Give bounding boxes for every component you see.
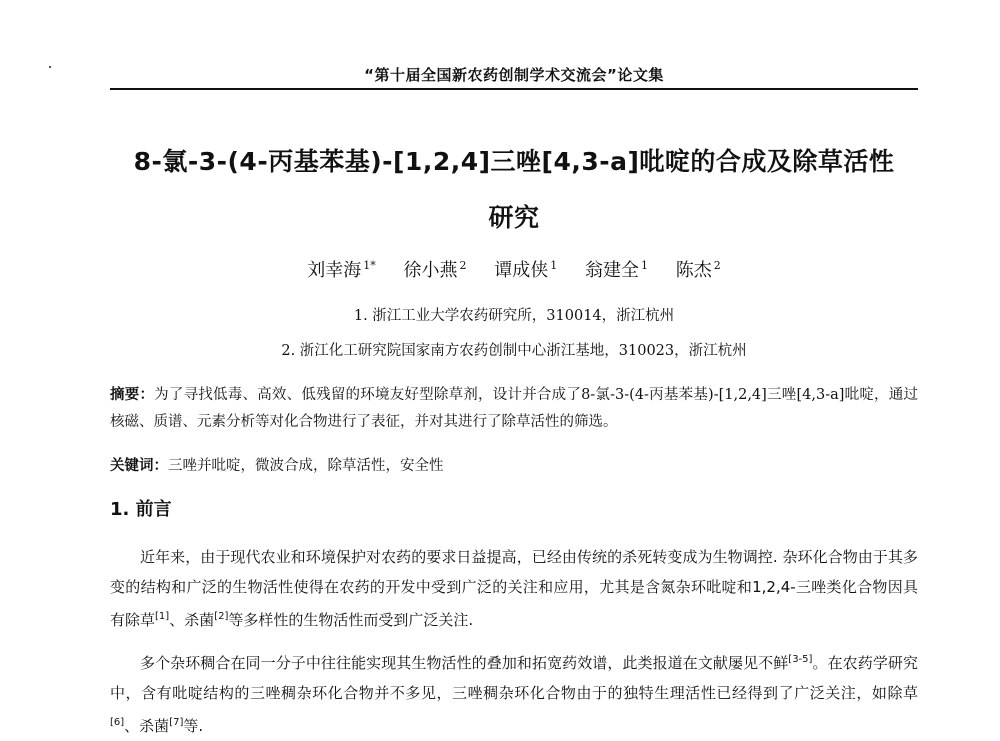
paragraph-1 (110, 542, 918, 635)
abstract-label: 摘要： (110, 387, 155, 403)
paper-title-line-1: 8-氯-3-(4-丙基苯基)-[1,2,4]三唑[4,3-a]吡啶的合成及除草活性 (133, 147, 895, 176)
citation: [1] (155, 611, 170, 622)
affiliation-2: 2. 浙江化工研究院国家南方农药创制中心浙江基地，310023，浙江杭州 (281, 343, 747, 359)
author (307, 256, 376, 282)
proceedings-header: “第十届全国新农药创制学术交流会”论文集 (364, 66, 664, 84)
author-name: 陈杰 (675, 260, 712, 281)
author (404, 256, 467, 282)
citation: [3-5] (788, 654, 813, 665)
author-affiliation-mark: 2 (459, 259, 467, 272)
keywords (110, 454, 918, 475)
author-list (110, 256, 918, 282)
section-heading: 1. 前言 (110, 499, 172, 520)
keywords-label: 关键词： (110, 458, 168, 474)
citation: [6] (110, 717, 125, 728)
author-name: 翁建全 (584, 260, 639, 281)
author-affiliation-mark: 2 (713, 259, 721, 272)
paragraph-text: 等. (183, 717, 204, 735)
paragraph-text: 等多样性的生物活性而受到广泛关注. (228, 611, 474, 629)
author-affiliation-mark: 1* (363, 259, 376, 272)
author-name: 谭成侠 (494, 260, 549, 281)
section-body (110, 542, 918, 741)
abstract (110, 382, 918, 436)
author (676, 256, 721, 282)
paragraph-text: 、杀菌 (169, 611, 215, 629)
paragraph-text: 近年来，由于现代农业和环境保护对农药的要求日益提高，已经由传统的杀死转变成为生物调控. 杂环化合物由于其多变的结构和广泛的生物活性使得在农药的开发中受到广泛的关注和应用，尤其是含氮杂环吡啶和1,2,4-三唑类化合物因具有除草 (110, 548, 918, 629)
keywords-text: 三唑并吡啶，微波合成，除草活性，安全性 (168, 458, 444, 474)
scan-speck (49, 66, 51, 68)
paragraph-text: 多个杂环稠合在同一分子中往往能实现其生物活性的叠加和拓宽药效谱，此类报道在文献屡见不鲜 (140, 654, 789, 672)
abstract-text: 为了寻找低毒、高效、低残留的环境友好型除草剂，设计并合成了8-氯-3-(4-丙基苯基)-[1,2,4]三唑[4,3-a]吡啶，通过核磁、质谱、元素分析等对化合物进行了表征，并对其进行了除草活性的筛选。 (110, 387, 918, 430)
affiliation-1: 1. 浙江工业大学农药研究所，310014，浙江杭州 (353, 308, 675, 324)
citation: [7] (169, 717, 184, 728)
paragraph-2 (110, 645, 918, 741)
paragraph-text: 、杀菌 (124, 717, 170, 735)
paragraph-text: 。在农药学研究中，含有吡啶结构的三唑稠杂环化合物并不多见，三唑稠杂环化合物由于的独特生理活性已经得到了广泛关注，如除草 (110, 654, 918, 702)
author-affiliation-mark: 1 (550, 259, 558, 272)
author-name: 刘幸海 (307, 260, 362, 281)
author (494, 256, 557, 282)
header-rule (110, 88, 918, 90)
citation: [2] (214, 611, 229, 622)
author (585, 256, 648, 282)
author-name: 徐小燕 (403, 260, 458, 281)
paper-title-line-2: 研究 (488, 203, 540, 232)
author-affiliation-mark: 1 (640, 259, 648, 272)
